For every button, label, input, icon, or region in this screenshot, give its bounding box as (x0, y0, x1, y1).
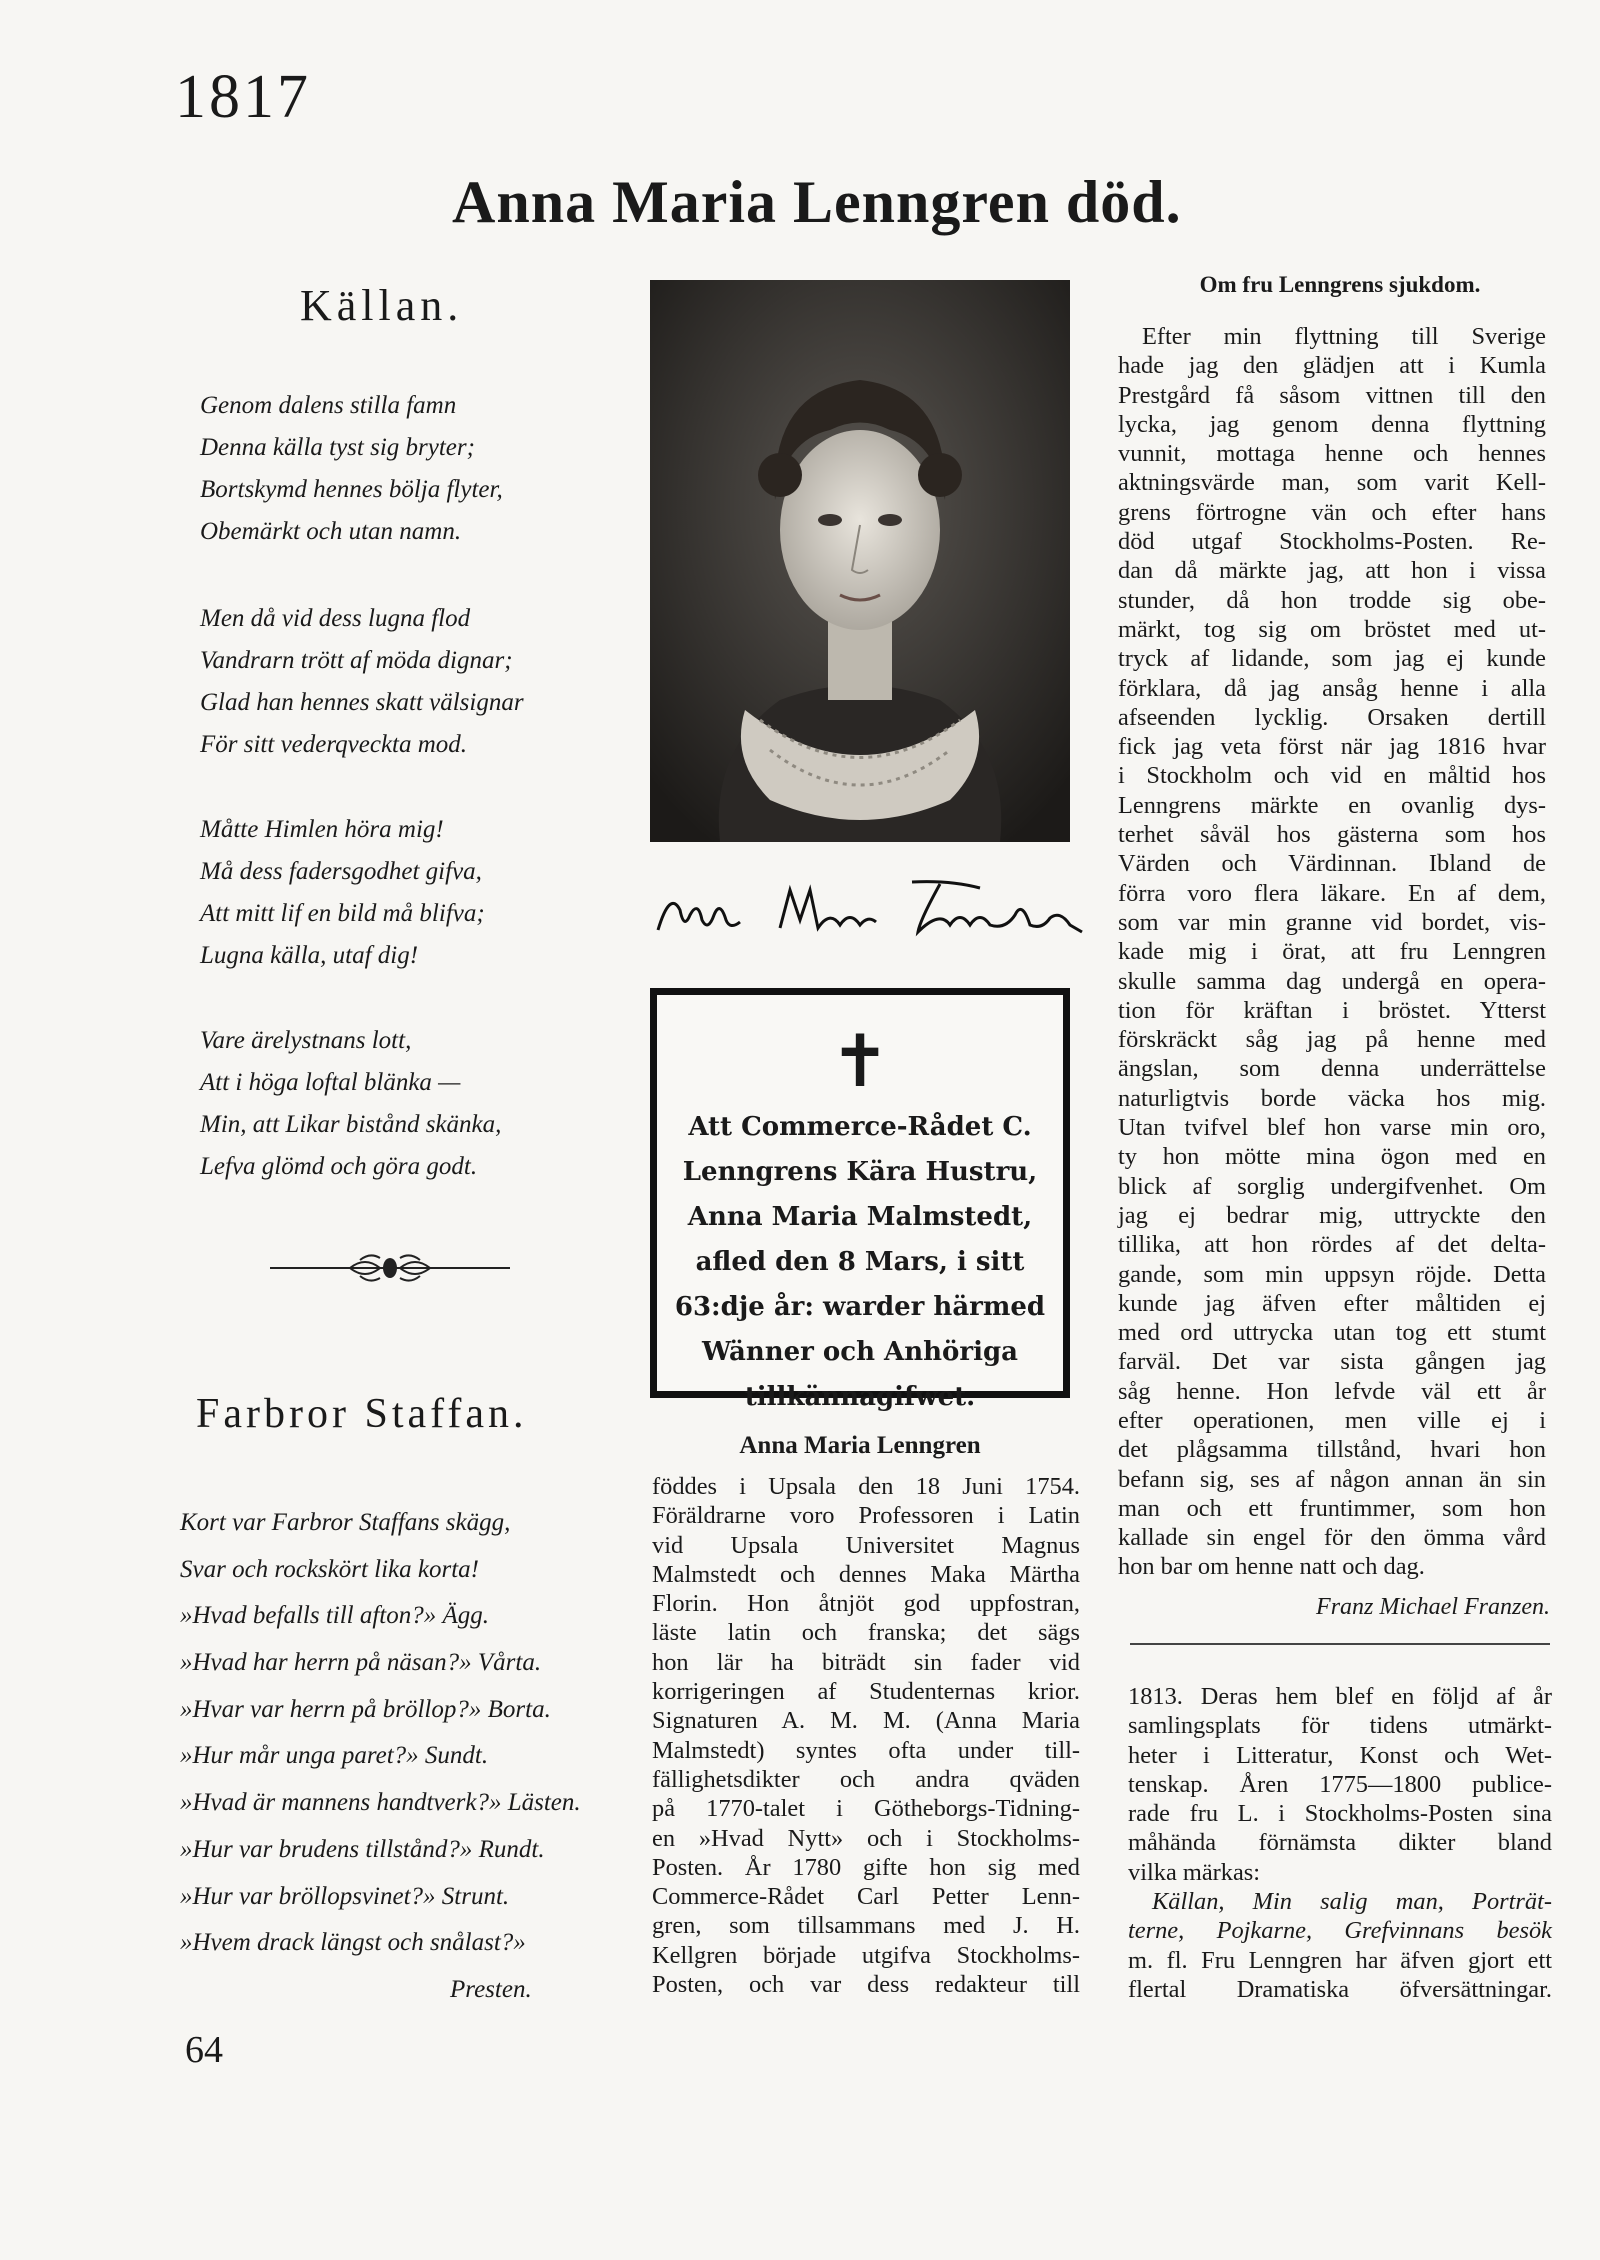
text-line: dan då märkte jag, att hon i vissa (1118, 557, 1546, 585)
text-line: gande, som min uppsyn röjde. Detta (1118, 1260, 1546, 1288)
cross-icon: ✝ (829, 1019, 891, 1103)
verse-line: Måtte Himlen höra mig! (200, 816, 444, 843)
text-line: föddes i Upsala den 18 Juni 1754. (652, 1473, 1080, 1500)
verse-line: Vare ärelystnans lott, (200, 1027, 412, 1054)
death-notice-text (667, 1105, 1053, 1420)
text-line: rade fru L. i Stockholms-Posten sina (1128, 1800, 1552, 1828)
text-line: skulle samma dag undergå en opera- (1118, 967, 1546, 995)
text-line: tenskap. Åren 1775—1800 publice- (1128, 1770, 1552, 1798)
verse-line: »Hvem drack längst och snålast?» (180, 1929, 526, 1957)
text-line: Föräldrarne voro Professoren i Latin (652, 1502, 1080, 1530)
verse-line: Vandrarn trött af möda dignar; (200, 647, 513, 674)
verse-line: Glad han hennes skatt välsignar (200, 689, 524, 716)
text-line: Signaturen A. M. M. (Anna Maria (652, 1707, 1080, 1735)
text-line: Commerce-Rådet Carl Petter Lenn- (652, 1883, 1080, 1911)
text-line: kallade sin engel för den ömma vård (1118, 1524, 1546, 1552)
verse-line: Presten. (450, 1975, 532, 2003)
text-line: Källan, Min salig man, Porträt- (1152, 1888, 1552, 1916)
text-line: det plågsamma tillstånd, hvari hon (1118, 1436, 1546, 1464)
continuation-text (1128, 1682, 1552, 2004)
text-line: tryck af lidande, som jag ej kunde (1118, 645, 1546, 673)
illness-heading: Om fru Lenngrens sjukdom. (1199, 272, 1481, 297)
notice-line: afled den 8 Mars, i sitt (695, 1247, 1025, 1277)
text-line: Florin. Hon åtnjöt god uppfostran, (652, 1590, 1080, 1618)
verse-line: Lefva glömd och göra godt. (200, 1153, 478, 1180)
text-line: läste latin och franska; det sägs (652, 1619, 1080, 1647)
portrait-image (650, 280, 1070, 842)
verse-line: Obemärkt och utan namn. (200, 518, 462, 545)
text-line: Efter min flyttning till Sverige (1142, 323, 1546, 350)
text-line: terhet såväl hos gästerna som hos (1118, 821, 1546, 849)
text-line: grens förtrogne vän och efter hans (1118, 498, 1546, 526)
text-line: terne, Pojkarne, Grefvinnans besök (1128, 1917, 1552, 1945)
text-line: jag ej bedrar mig, uttryckte den (1118, 1201, 1546, 1229)
verse-line: För sitt vederqveckta mod. (200, 731, 468, 758)
verse-line: »Hvad är mannens handtverk?» Lästen. (180, 1789, 581, 1817)
text-line: fällighetsdikter och andra qväden (652, 1765, 1080, 1793)
verse-line: »Hur var brudens tillstånd?» Rundt. (180, 1835, 545, 1863)
text-line: gren, som tillsammans med J. H. (652, 1912, 1080, 1940)
text-line: korrigeringen af Studenternas krior. (652, 1678, 1080, 1706)
text-line: med ord uttrycka utan tog ett stumt (1118, 1319, 1546, 1347)
poem-title-kallan: Källan. (300, 281, 464, 330)
text-line: död utgaf Stockholms-Posten. Re- (1118, 528, 1546, 556)
ornament-divider (270, 1248, 510, 1288)
notice-line: Att Commerce-Rådet C. (688, 1112, 1032, 1142)
text-line: såg henne. Hon lefvde väl ett år (1118, 1377, 1546, 1405)
verse-line: Denna källa tyst sig bryter; (200, 434, 475, 461)
page-number: 64 (185, 2029, 223, 2071)
text-line: tillika, att hon rördes af det delta- (1118, 1231, 1546, 1259)
text-line: ängslan, som denna underrättelse (1118, 1055, 1546, 1083)
text-line: förklara, då jag ansåg henne i alla (1118, 674, 1546, 702)
text-line: Värden och Värdinnan. Ibland de (1118, 850, 1546, 878)
poem-farbror-staffan (180, 1500, 581, 2014)
text-line: Prestgård få såsom vittnen till den (1118, 381, 1546, 409)
text-line: måhända förnämsta dikter bland (1128, 1829, 1552, 1857)
text-line: förskräckt såg jag på henne med (1118, 1026, 1546, 1054)
verse-line: »Hvad befalls till afton?» Ägg. (180, 1602, 490, 1630)
stanza-4 (200, 1020, 501, 1188)
poem-title-farbror-staffan: Farbror Staffan. (196, 1391, 528, 1437)
verse-line: Lugna källa, utaf dig! (200, 942, 419, 969)
text-line: Posten. År 1780 gifte hon sig med (652, 1853, 1080, 1881)
text-line: m. fl. Fru Lenngren har äfven gjort ett (1128, 1946, 1552, 1974)
text-line: hon lär ha biträdt sin fader vid (652, 1648, 1080, 1676)
death-notice (650, 988, 1070, 1412)
verse-line: »Hvar var herrn på bröllop?» Borta. (180, 1695, 551, 1723)
text-line: Utan tvifvel blef hon varse min oro, (1118, 1114, 1546, 1142)
text-line: farväl. Det var sista gången jag (1118, 1348, 1546, 1376)
text-line: aktningsvärde man, som varit Kell- (1118, 469, 1546, 497)
divider-rule (1130, 1643, 1550, 1645)
verse-line: Genom dalens stilla famn (200, 392, 457, 419)
text-line: Malmstedt och dennes Maka Märtha (652, 1560, 1080, 1588)
verse-line: Att i höga loftal blänka — (200, 1069, 461, 1096)
text-line: vilka märkas: (1128, 1858, 1261, 1886)
notice-line: Anna Maria Malmstedt, (687, 1202, 1033, 1232)
text-line: kunde jag äfven efter måltiden ej (1118, 1289, 1546, 1317)
stanza-2 (200, 598, 524, 766)
text-line: Malmstedt) syntes ofta under till- (652, 1736, 1080, 1764)
text-line: lycka, jag genom denna flyttning (1118, 410, 1546, 438)
text-line: efter operationen, men ville ej i (1118, 1406, 1546, 1434)
text-line: förra voro flera läkare. En af dem, (1118, 879, 1546, 907)
text-line: på 1770-talet i Götheborgs-Tidning- (652, 1795, 1080, 1823)
text-line: tion för kräftan i bröstet. Ytterst (1118, 996, 1546, 1024)
verse-line: »Hur mår unga paret?» Sundt. (180, 1742, 489, 1770)
text-line: befann sig, ses af någon annan än sin (1118, 1465, 1546, 1493)
stanza-3 (200, 809, 485, 977)
verse-line: »Hvad har herrn på näsan?» Vårta. (180, 1649, 542, 1677)
text-line: 1813. Deras hem blef en följd af år (1128, 1683, 1552, 1710)
text-line: Lenngrens märkte en ovanlig dys- (1118, 791, 1546, 819)
text-line: som var min granne vid bordet, vis- (1118, 908, 1546, 936)
notice-line: tillkännagifwet. (744, 1382, 976, 1412)
verse-line: Att mitt lif en bild må blifva; (200, 900, 485, 927)
text-line: heter i Litteratur, Konst och Wet- (1128, 1741, 1552, 1769)
notice-line: 63:dje år: warder härmed (674, 1292, 1046, 1322)
text-line: fick jag veta först när jag 1816 hvar (1118, 733, 1546, 761)
verse-line: Min, att Likar bistånd skänka, (200, 1111, 502, 1138)
text-line: ty hon mötte mina ögon med en (1118, 1143, 1546, 1171)
text-line: märkt, tog sig om bröstet med ut- (1118, 615, 1546, 643)
verse-line: Må dess fadersgodhet gifva, (200, 858, 482, 885)
stanza-1 (200, 385, 503, 553)
verse-line: Svar och rockskört lika korta! (180, 1555, 479, 1583)
signature-image (650, 870, 1090, 950)
verse-line: Kort var Farbror Staffans skägg, (180, 1509, 511, 1536)
bio-heading: Anna Maria Lenngren (739, 1432, 981, 1459)
page-title: Anna Maria Lenngren död. (452, 169, 1182, 235)
year-heading: 1817 (175, 63, 311, 131)
text-line: Posten, och var dess redakteur till (652, 1971, 1080, 1999)
notice-line: Wänner och Anhöriga (702, 1337, 1018, 1367)
text-line: hon bar om henne natt och dag. (1118, 1553, 1425, 1581)
text-line: en »Hvad Nytt» och i Stockholms- (652, 1824, 1080, 1852)
text-line: man och ett fruntimmer, som hon (1118, 1494, 1546, 1522)
text-line: vid Upsala Universitet Magnus (652, 1531, 1080, 1559)
notice-line: Lenngrens Kära Hustru, (682, 1157, 1038, 1187)
text-line: afseenden lycklig. Orsaken dertill (1118, 703, 1546, 731)
text-line: i Stockholm och vid en måltid hos (1118, 762, 1546, 790)
text-line: samlingsplats för tidens utmärkt- (1128, 1712, 1552, 1740)
text-line: hade jag den glädjen att i Kumla (1118, 352, 1546, 380)
text-line: blick af sorglig undergifvenhet. Om (1118, 1172, 1546, 1200)
text-line: stunder, då hon trodde sig obe- (1118, 586, 1546, 614)
verse-line: »Hur var bröllopsvinet?» Strunt. (180, 1882, 510, 1910)
text-line: Kellgren började utgifva Stockholms- (652, 1941, 1080, 1969)
bio-text (652, 1472, 1080, 1999)
text-line: kade mig i örat, att fru Lenngren (1118, 938, 1546, 966)
illness-text (1118, 322, 1546, 1582)
verse-line: Men då vid dess lugna flod (200, 605, 471, 632)
verse-line: Bortskymd hennes bölja flyter, (200, 476, 503, 503)
text-line: vunnit, mottaga henne och hennes (1118, 440, 1546, 468)
text-line: flertal Dramatiska öfversättningar. (1128, 1975, 1552, 2003)
text-line: naturligtvis borde väcka hos mig. (1118, 1084, 1546, 1112)
author-signature: Franz Michael Franzen. (1316, 1594, 1550, 1620)
